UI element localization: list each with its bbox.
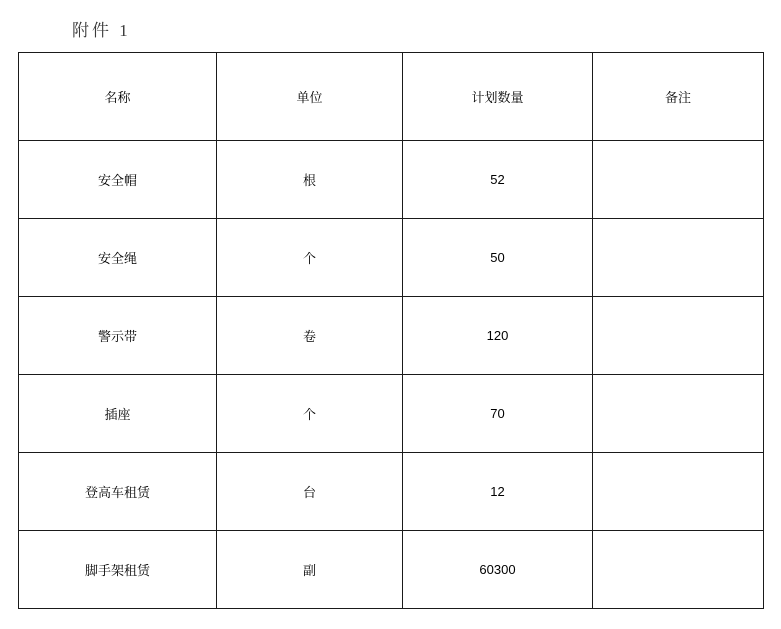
- cell-quantity: 50: [403, 219, 593, 297]
- cell-name: 警示带: [19, 297, 217, 375]
- cell-quantity: 70: [403, 375, 593, 453]
- cell-remark: [593, 453, 764, 531]
- column-header-name: 名称: [19, 53, 217, 141]
- table-row: [19, 141, 764, 219]
- cell-name: 安全绳: [19, 219, 217, 297]
- cell-quantity: 60300: [403, 531, 593, 609]
- cell-remark: [593, 297, 764, 375]
- table-header-row: [19, 53, 764, 141]
- cell-quantity: 52: [403, 141, 593, 219]
- table-row: [19, 531, 764, 609]
- cell-remark: [593, 531, 764, 609]
- cell-remark: [593, 375, 764, 453]
- table-row: [19, 375, 764, 453]
- plan-table: [18, 52, 764, 609]
- cell-name: 安全帽: [19, 141, 217, 219]
- cell-quantity: 12: [403, 453, 593, 531]
- page-title: 附件 1: [72, 21, 131, 40]
- cell-unit: 卷: [217, 297, 403, 375]
- cell-quantity: 120: [403, 297, 593, 375]
- column-header-unit: 单位: [217, 53, 403, 141]
- table-row: [19, 297, 764, 375]
- cell-unit: 根: [217, 141, 403, 219]
- cell-remark: [593, 141, 764, 219]
- cell-unit: 个: [217, 219, 403, 297]
- cell-name: 插座: [19, 375, 217, 453]
- plan-table-container: [18, 52, 763, 609]
- cell-unit: 副: [217, 531, 403, 609]
- cell-name: 登高车租赁: [19, 453, 217, 531]
- cell-unit: 台: [217, 453, 403, 531]
- column-header-remark: 备注: [593, 53, 764, 141]
- table-row: [19, 453, 764, 531]
- cell-unit: 个: [217, 375, 403, 453]
- table-row: [19, 219, 764, 297]
- cell-name: 脚手架租赁: [19, 531, 217, 609]
- column-header-quantity: 计划数量: [403, 53, 593, 141]
- cell-remark: [593, 219, 764, 297]
